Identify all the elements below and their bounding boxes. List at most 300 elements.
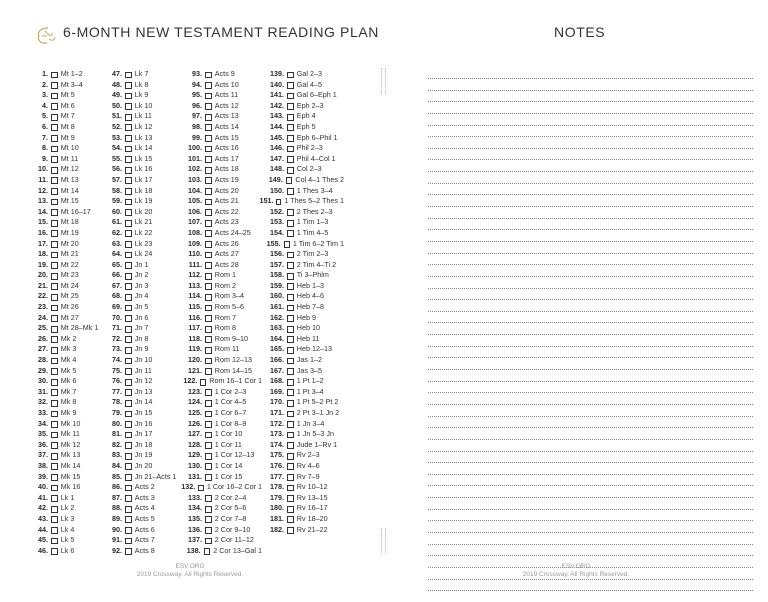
checkbox[interactable] [125,177,132,184]
entry-reference: 1 Cor 15 [214,471,243,481]
checkbox[interactable] [125,283,132,290]
note-line[interactable] [428,590,753,591]
checkbox[interactable] [125,495,132,502]
checkbox[interactable] [205,347,212,354]
checkbox[interactable] [205,177,212,184]
checkbox[interactable] [205,167,212,174]
entry-number: 97. [192,111,202,121]
checkbox[interactable] [125,124,132,131]
note-line[interactable] [428,113,753,114]
entry-reference: 2 Cor 7–8 [214,513,247,523]
checkbox[interactable] [51,527,58,534]
checkbox[interactable] [125,188,132,195]
reading-entry [258,514,344,525]
note-line[interactable] [428,334,753,335]
checkbox[interactable] [51,538,58,545]
entry-number: 5. [42,111,48,121]
note-line[interactable] [428,451,753,452]
checkbox[interactable] [125,506,132,513]
checkbox[interactable] [125,315,132,322]
checkbox[interactable] [287,273,294,280]
checkbox[interactable] [287,167,294,174]
reading-entry [258,281,344,292]
note-line[interactable] [428,194,753,195]
entry-reference: Jn 10 [134,355,153,365]
checkbox[interactable] [205,315,212,322]
spine-mark-bottom [381,528,386,554]
entry-number: 96. [192,100,202,110]
checkbox[interactable] [51,516,58,523]
checkbox[interactable] [51,389,58,396]
entry-reference: Gal 2–3 [296,69,322,78]
checkbox[interactable] [276,199,281,206]
entry-reference: 1 Cor 6–7 [214,408,247,417]
checkbox[interactable] [125,347,132,354]
reading-entry [258,196,344,207]
note-line[interactable] [428,544,753,545]
reading-entry [176,133,262,144]
checkbox[interactable] [51,156,58,163]
note-line[interactable] [428,148,753,149]
checkbox[interactable] [125,336,132,343]
checkbox[interactable] [51,273,58,280]
checkbox[interactable] [51,368,58,375]
checkbox[interactable] [205,124,212,131]
entry-reference: 1 Thes 3–4 [296,185,333,195]
entry-reference: Jn 16 [134,418,153,428]
checkbox[interactable] [287,135,294,142]
checkbox[interactable] [287,432,294,439]
checkbox[interactable] [125,294,132,301]
entry-number: 105. [188,196,202,206]
entry-reference: 1 Cor 11 [214,439,242,449]
checkbox[interactable] [287,358,294,365]
checkbox[interactable] [205,72,212,79]
checkbox[interactable] [51,548,58,555]
checkbox[interactable] [125,167,132,174]
checkbox[interactable] [287,262,294,269]
checkbox[interactable] [125,305,132,312]
checkbox[interactable] [125,474,132,481]
checkbox[interactable] [51,82,58,89]
checkbox[interactable] [51,326,58,333]
checkbox[interactable] [286,177,293,184]
checkbox[interactable] [125,548,132,555]
checkbox[interactable] [51,485,58,492]
note-line[interactable] [428,288,753,289]
note-line[interactable] [428,416,753,417]
checkbox[interactable] [125,199,132,206]
entry-number: 168. [270,376,284,386]
entry-number: 133. [188,492,202,502]
checkbox[interactable] [51,442,58,449]
checkbox[interactable] [205,358,212,365]
note-line[interactable] [428,101,753,102]
entry-reference: Acts 10 [214,79,239,89]
checkbox[interactable] [205,400,212,407]
entry-number: 116. [188,312,202,322]
checkbox[interactable] [125,262,132,269]
note-line[interactable] [428,532,753,533]
note-line[interactable] [428,462,753,463]
note-line[interactable] [428,276,753,277]
checkbox[interactable] [205,220,212,227]
note-line[interactable] [428,509,753,510]
entry-number: 156. [270,249,284,259]
note-line[interactable] [428,253,753,254]
entry-number: 20. [38,270,48,280]
entry-number: 15. [38,217,48,227]
note-line[interactable] [428,90,753,91]
reading-entry [176,69,262,80]
note-line[interactable] [428,404,753,405]
reading-entry [258,482,344,493]
note-line[interactable] [428,183,753,184]
checkbox[interactable] [205,442,212,449]
entry-reference: Rom 1 [214,270,236,280]
checkbox[interactable] [51,283,58,290]
entry-number: 138. [186,545,201,555]
checkbox[interactable] [125,273,132,280]
checkbox[interactable] [125,389,132,396]
checkbox[interactable] [125,326,132,333]
checkbox[interactable] [51,230,58,237]
note-line[interactable] [428,159,753,160]
entry-number: 78. [112,397,122,407]
checkbox[interactable] [51,93,58,100]
checkbox[interactable] [205,209,212,216]
checkbox[interactable] [198,485,204,492]
checkbox[interactable] [125,442,132,449]
checkbox[interactable] [51,315,58,322]
checkbox[interactable] [51,146,58,153]
checkbox[interactable] [125,538,132,545]
checkbox[interactable] [125,72,132,79]
reading-entry [258,525,344,536]
checkbox[interactable] [125,146,132,153]
note-line[interactable] [428,206,753,207]
entry-number: 17. [38,238,48,248]
checkbox[interactable] [51,72,58,79]
note-line[interactable] [428,241,753,242]
reading-entry [258,440,344,451]
checkbox[interactable] [51,336,58,343]
entry-number: 52. [112,121,122,131]
entry-reference: Mt 13 [60,174,79,184]
checkbox[interactable] [287,220,294,227]
note-line[interactable] [428,136,753,137]
checkbox[interactable] [125,421,132,428]
checkbox[interactable] [287,495,294,502]
checkbox[interactable] [205,495,212,502]
checkbox[interactable] [51,135,58,142]
checkbox[interactable] [287,252,294,259]
reading-entry [258,270,344,281]
note-line[interactable] [428,357,753,358]
note-line[interactable] [428,520,753,521]
entry-reference: Lk 8 [134,79,149,89]
checkbox[interactable] [287,146,294,153]
checkbox[interactable] [287,368,294,375]
entry-number: 163. [270,323,284,333]
checkbox[interactable] [125,135,132,142]
note-line[interactable] [428,381,753,382]
checkbox[interactable] [51,506,58,513]
checkbox[interactable] [125,527,132,534]
entry-number: 92. [112,545,122,555]
entry-number: 103. [188,174,202,184]
entry-reference: Lk 19 [134,196,153,206]
checkbox[interactable] [125,453,132,460]
checkbox[interactable] [205,326,212,333]
checkbox[interactable] [205,516,212,523]
checkbox[interactable] [287,453,294,460]
reading-entry [258,355,344,366]
entry-number: 122. [183,376,198,386]
checkbox[interactable] [287,411,294,418]
checkbox[interactable] [51,177,58,184]
checkbox[interactable] [125,432,132,439]
checkbox[interactable] [205,241,212,248]
checkbox[interactable] [287,103,294,110]
entry-number: 154. [270,227,284,237]
checkbox[interactable] [51,209,58,216]
checkbox[interactable] [205,421,212,428]
checkbox[interactable] [51,220,58,227]
note-line[interactable] [428,299,753,300]
checkbox[interactable] [125,209,132,216]
checkbox[interactable] [125,103,132,110]
entry-number: 24. [38,312,48,322]
checkbox[interactable] [51,124,58,131]
checkbox[interactable] [205,283,212,290]
checkbox[interactable] [51,199,58,206]
checkbox[interactable] [205,252,212,259]
checkbox[interactable] [205,93,212,100]
checkbox[interactable] [51,421,58,428]
checkbox[interactable] [205,336,212,343]
note-line[interactable] [428,171,753,172]
entry-reference: Mt 16–17 [60,206,91,216]
entry-reference: Lk 16 [134,164,153,174]
checkbox[interactable] [51,347,58,354]
checkbox[interactable] [125,241,132,248]
entry-number: 125. [188,408,202,417]
note-line[interactable] [428,311,753,312]
checkbox[interactable] [51,252,58,259]
entry-number: 25. [38,323,48,333]
note-line[interactable] [428,427,753,428]
entry-number: 45. [38,535,48,545]
checkbox[interactable] [205,273,212,280]
checkbox[interactable] [125,114,132,121]
checkbox[interactable] [205,156,212,163]
reading-column-4 [258,69,344,535]
checkbox[interactable] [125,156,132,163]
checkbox[interactable] [51,262,58,269]
note-line[interactable] [428,369,753,370]
entry-reference: Rv 21–22 [296,524,328,534]
entry-number: 82. [112,439,122,449]
checkbox[interactable] [205,389,212,396]
note-line[interactable] [428,322,753,323]
checkbox[interactable] [287,124,294,131]
note-line[interactable] [428,229,753,230]
checkbox[interactable] [205,368,212,375]
checkbox[interactable] [51,188,58,195]
note-line[interactable] [428,474,753,475]
checkbox[interactable] [51,474,58,481]
checkbox[interactable] [125,400,132,407]
checkbox[interactable] [51,432,58,439]
checkbox[interactable] [287,305,294,312]
entry-reference: Rv 16–17 [296,503,328,513]
reading-entry [176,535,262,546]
entry-reference: Lk 11 [134,111,152,121]
checkbox[interactable] [205,199,212,206]
checkbox[interactable] [51,114,58,121]
note-line[interactable] [428,346,753,347]
checkbox[interactable] [51,103,58,110]
note-line[interactable] [428,555,753,556]
checkbox[interactable] [287,506,294,513]
checkbox[interactable] [205,103,212,110]
checkbox[interactable] [51,400,58,407]
checkbox[interactable] [125,93,132,100]
checkbox[interactable] [287,474,294,481]
checkbox[interactable] [287,442,294,449]
checkbox[interactable] [284,241,290,248]
entry-reference: Rv 13–15 [296,492,328,502]
entry-reference: Lk 17 [134,174,153,184]
checkbox[interactable] [287,421,294,428]
checkbox[interactable] [287,209,294,216]
entry-number: 145. [270,132,284,142]
checkbox[interactable] [125,368,132,375]
checkbox[interactable] [125,252,132,259]
checkbox[interactable] [51,411,58,418]
checkbox[interactable] [205,432,212,439]
checkbox[interactable] [51,241,58,248]
checkbox[interactable] [287,516,294,523]
checkbox[interactable] [205,262,212,269]
checkbox[interactable] [287,294,294,301]
checkbox[interactable] [205,135,212,142]
checkbox[interactable] [125,463,132,470]
entry-reference: 1 Cor 12–13 [214,450,255,460]
checkbox[interactable] [205,114,212,121]
entry-reference: Heb 12–13 [296,344,332,354]
note-line[interactable] [428,125,753,126]
checkbox[interactable] [205,453,212,460]
entry-reference: Jn 21–Acts 1 [134,471,177,481]
checkbox[interactable] [287,82,294,89]
checkbox[interactable] [125,230,132,237]
checkbox[interactable] [287,336,294,343]
checkbox[interactable] [287,230,294,237]
checkbox[interactable] [205,188,212,195]
checkbox[interactable] [51,379,58,386]
checkbox[interactable] [287,326,294,333]
checkbox[interactable] [287,527,294,534]
checkbox[interactable] [205,538,212,545]
checkbox[interactable] [200,379,206,386]
checkbox[interactable] [125,411,132,418]
checkbox[interactable] [51,294,58,301]
note-line[interactable] [428,392,753,393]
entry-number: 80. [112,418,122,428]
entry-number: 8. [42,143,48,153]
checkbox[interactable] [287,156,294,163]
checkbox[interactable] [51,453,58,460]
entry-reference: Eph 4 [296,111,316,121]
checkbox[interactable] [287,188,294,195]
note-line[interactable] [428,439,753,440]
checkbox[interactable] [205,146,212,153]
checkbox[interactable] [287,400,294,407]
checkbox[interactable] [205,294,212,301]
checkbox[interactable] [125,82,132,89]
checkbox[interactable] [287,72,294,79]
checkbox[interactable] [51,495,58,502]
checkbox[interactable] [205,411,212,418]
checkbox[interactable] [205,463,212,470]
checkbox[interactable] [287,379,294,386]
checkbox[interactable] [51,305,58,312]
checkbox[interactable] [287,485,294,492]
checkbox[interactable] [51,358,58,365]
checkbox[interactable] [205,527,212,534]
checkbox[interactable] [287,93,294,100]
note-line[interactable] [428,218,753,219]
entry-reference: Mt 6 [60,100,75,110]
checkbox[interactable] [51,463,58,470]
entry-reference: Heb 10 [296,323,320,333]
checkbox[interactable] [125,220,132,227]
checkbox[interactable] [287,389,294,396]
checkbox[interactable] [205,506,212,513]
checkbox[interactable] [125,485,132,492]
reading-entry [176,281,262,292]
checkbox[interactable] [204,548,211,555]
checkbox[interactable] [125,516,132,523]
checkbox[interactable] [287,114,294,121]
checkbox[interactable] [205,230,212,237]
note-line[interactable] [428,485,753,486]
entry-number: 28. [38,355,48,365]
note-line[interactable] [428,264,753,265]
entry-reference: Acts 13 [214,111,239,121]
checkbox[interactable] [287,463,294,470]
checkbox[interactable] [205,305,212,312]
checkbox[interactable] [205,82,212,89]
checkbox[interactable] [51,167,58,174]
checkbox[interactable] [205,474,212,481]
note-line[interactable] [428,497,753,498]
checkbox[interactable] [125,379,132,386]
reading-entry [258,69,344,80]
checkbox[interactable] [287,347,294,354]
reading-entry [258,419,344,430]
entry-reference: Rv 4–6 [296,460,320,470]
entry-number: 37. [38,450,48,460]
reading-entry [258,302,344,313]
note-line[interactable] [428,78,753,79]
checkbox[interactable] [287,315,294,322]
reading-entry [176,196,262,207]
checkbox[interactable] [125,358,132,365]
checkbox[interactable] [287,283,294,290]
